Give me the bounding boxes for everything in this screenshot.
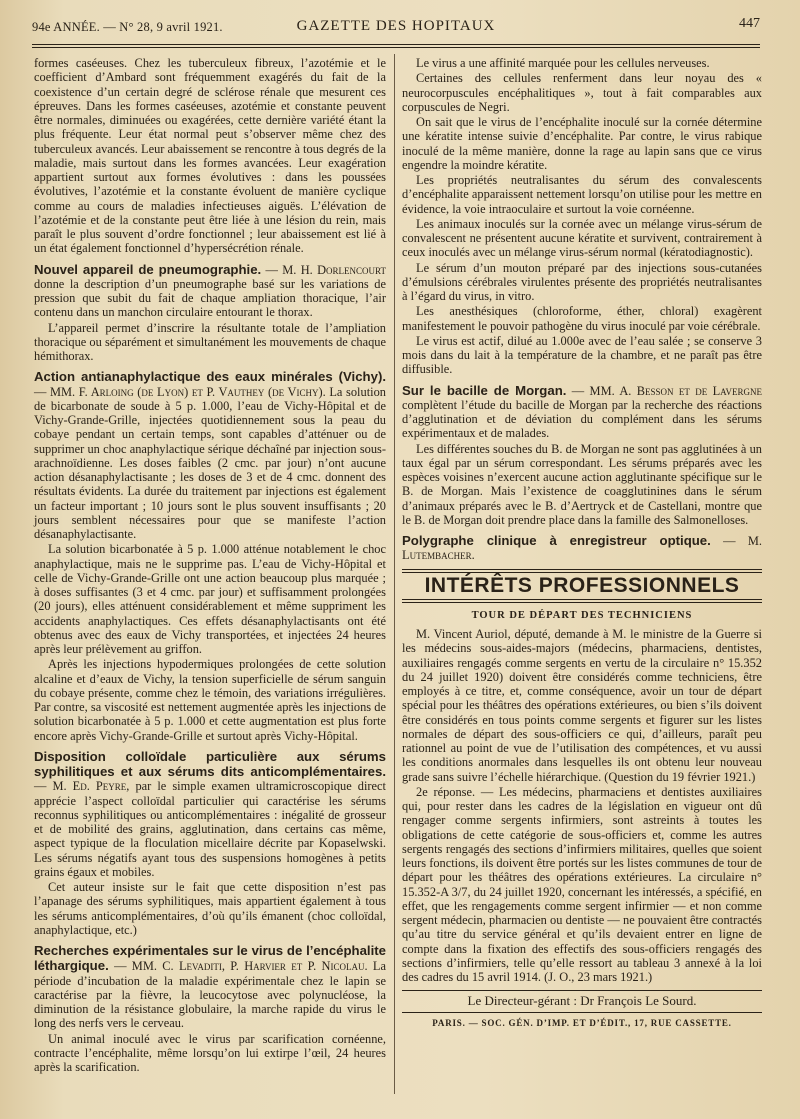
column-divider [394,54,395,1094]
left-column [34,56,386,1075]
section-author: MM. C. Levaditi, P. Harvier et P. Nicolau. [131,959,368,974]
section-rule [402,569,762,573]
paragraph: Les propriétés neutralisantes du sérum des convalescents d’encéphalite apparaissent nettement lorsqu’on utilise pour les mettre en évidence, la voie intraoculaire et surtout la voie cornéenne. [402,173,762,216]
section-title: Disposition colloïdale particulière aux sérums syphilitiques et aux sérums dits anticomplémentaires. [34,748,386,779]
section-title: Action antianaphylactique des eaux minérales (Vichy). [34,369,386,385]
section-text: La solution de bicarbonate de soude à 5 p. 1.000, l’eau de Vichy-Hôpital et de Vichy-Grande-Grille, injectées quotidiennement sous la peau du cobaye pendant un certain temps, sont capables d’atténuer ou de supprimer un choc anaphylactique sérique déchaîné par injection sous-arachnoïdienne. Les doses faibles (2 cmc. par jour) n’ont aucune action désanaphylactisante ; les doses de 3 et de 4 cmc. donnent des résultats évidents. La durée du traitement par injections est également un facteur important ; 10 jours sont le plus souvent insuffisants ; 20 jours semblent nécessaires pour que se manifeste l’action désanaphylactisante. [34,384,386,541]
section-author: M. Lutembacher. [402,534,762,563]
section-author: MM. F. Arloing (de Lyon) et P. Vauthey (de Vichy). [50,384,326,399]
professional-paragraph: M. Vincent Auriol, député, demande à M. le ministre de la Guerre si les médecins sous-aides-majors (médecins, pharmaciens, dentistes, auxiliaires rengagés comme sergents en vertu de la circulaire n° 15.352 du 24 juillet 1920) doivent être considérés comme techniciens, être employés à ce titre, et, comme conséquence, avoir un tour de départ spécial pour les théâtres des opérations extérieures, ou bien s’ils doivent être considérés en tous points comme sergents et figurer sur les listes normales de départ des sous-officiers ce qui, d’ailleurs, paraît peu rationnel au point de vue de l’utilisation des compétences, et vu aussi les conditions anormales dans lesquelles ils ont obtenu leur nouveau grade sans suivre l’échelle hiérarchique. (Question du 19 février 1921.) [402,627,762,784]
paragraph: Les différentes souches du B. de Morgan ne sont pas agglutinées à un taux égal par un sérum correspondant. Les sérums préparés avec les espèces voisines n’exercent aucune action agglutinante spécifique sur le B. de Morgan. Mais l’existence de coagglutinines dans le sérum d’animaux préparés avec le B. d’Aertryck et de Castellani, montre que le B. de Morgan doit prendre place dans la famille des Salmonelloses. [402,441,762,527]
article-section: Polygraphe clinique à enregistreur optique. — M. Lutembacher. [402,533,762,563]
imprint-line: PARIS. — SOC. GÉN. D’IMP. ET D’ÉDIT., 17, RUE CASSETTE. [432,1017,732,1028]
section-text: donne la description d’un pneumographe basé sur les variations de pression que subit du fait de chaque ampliation thoracique, l’air contenu dans un manchon circulaire entourant le thorax. [34,276,386,320]
paragraph: L’appareil permet d’inscrire la résultante totale de l’ampliation thoracique ou séparément et simultanément les mouvements de chaque hémithorax. [34,320,386,363]
article-section: Recherches expérimentales sur le virus de l’encéphalite léthargique. — MM. C. Levaditi, P. Harvier et P. Nicolau. La période d’incubation de la maladie expérimentale chez le lapin se caractérise par la fièvre, la leucocytose avec polynucléose, la diminution de la résistance globulaire, la marche rapide du virus le long des nerfs vers le cerveau. [34,943,386,1031]
paragraph: Cet auteur insiste sur le fait que cette disposition n’est pas l’apanage des sérums syphilitiques, mais appartient également à tous les sérums anticomplémentaires, d’où qu’ils émanent (choc colloïdal, anaphylactique, etc.) [34,880,386,937]
section-title: Polygraphe clinique à enregistreur optique. [402,533,711,548]
paragraph: formes caséeuses. Chez les tuberculeux fibreux, l’azotémie et le coefficient d’Ambard sont fréquemment exagérés du fait de la coexistence d’un certain degré de sclérose rénale que mesurent ces épreuves. Dans les formes caséeuses, azotémie et constante peuvent être normales, diminuées ou exagérées, cette dernière variété étant la plus fréquente. Leur état normal peut s’observer même chez des tuberculeux avancés. Leur abaissement se rencontre à tous degrés de la maladie, mais surtout dans les formes avancées. Leur exagération appartient surtout aux formes évolutives : dans les poussées évolutives, l’azotémie et la constante évoluent de manière cyclique comme au cours de maladies infectieuses aiguës. L’élévation de l’azotémie et de la constante peut être liée à une lésion du rein, mais paraît le plus souvent d’ordre fonctionnel ; leur abaissement est lié à un état également fonctionnel d’hypersécrétion rénale. [34,56,386,256]
section-author: M. Ed. Peyre, [52,779,130,794]
professional-paragraph: 2e réponse. — Les médecins, pharmaciens et dentistes auxiliaires qui, pour rester dans les cadres de la législation en vigueur ont dû rengager comme sergents infirmiers, sont astreints à toutes les obligations de cette catégorie de sous-officiers et, comme les autres sergents rengagés des sections d’infirmiers militaires, quelles que soient leurs fonctions, ils doivent être portés sur les listes communes de tour de départ pour les théâtres des opérations extérieures. La circulaire n° 15.352-A 3/7, du 24 juillet 1920, concernant les intéressés, a spécifié, en effet, que les rengagements comme sergent infirmier — et non comme sergent médecin, pharmacien ou dentiste — ne pouvaient être contractés qu’au titre du service général et qu’ils devaient entrer en ligne de compte dans la fixation des effectifs des sous-officiers rengagés des sections d’infirmiers, telle qu’elle ressort au tableau 3 annexé à la loi des cadres du 15 avril 1914. (J. O., 23 mars 1921.) [402,784,762,984]
section-title: Nouvel appareil de pneumographie. [34,261,262,277]
paragraph: La solution bicarbonatée à 5 p. 1.000 atténue notablement le choc anaphylactique, mais ne le supprime pas. L’eau de Vichy-Hôpital et celle de Vichy-Grande-Grille ont une action beaucoup plus marquée ; à doses suffisantes (3 et 4 cmc. par jour) et suffisamment prolongées (20 jours), elles atténuent considérablement et même suppriment les accidents anaphylactiques. Ces effets désanaphylactisants ont été obtenus avec des eaux de Vichy transportées, et injectées 24 heures après leur prélèvement au griffon. [34,542,386,656]
paragraph: Le sérum d’un mouton préparé par des injections sous-cutanées d’émulsions cérébrales virulentes présente des propriétés neutralisantes à l’égard du virus, in vitro. [402,260,762,303]
professional-subtitle: TOUR DE DÉPART DES TECHNICIENS [471,609,693,621]
article-section: Action antianaphylactique des eaux minérales (Vichy). — MM. F. Arloing (de Lyon) et P. Vauthey (de Vichy). La solution de bicarbonate de soude à 5 p. 1.000, l’eau de Vichy-Hôpital et de Vichy-Grande-Grille, injectées quotidiennement sous la peau du cobaye pendant un certain temps, sont capables d’atténuer ou de supprimer un choc anaphylactique sérique déchaîné par injection sous-arachnoïdienne. Les doses faibles (2 cmc. par jour) n’ont aucune action désanaphylactisante ; les doses de 3 et de 4 cmc. donnent des résultats évidents. La durée du traitement par injections est également un facteur important ; 10 jours sont le plus souvent insuffisants ; 20 jours semblent nécessaires pour que se manifeste l’action désanaphylactisante. [34,369,386,541]
issue-line: 94e ANNÉE. — N° 28, 9 avril 1921. [32,20,223,34]
section-title: Sur le bacille de Morgan. [402,382,567,398]
article-section: Nouvel appareil de pneumographie. — M. H. Dorlencourt donne la description d’un pneumographe basé sur les variations de pression que subit du fait de chaque ampliation thoracique, l’air contenu dans un manchon circulaire entourant le thorax. [34,261,386,320]
section-text: complètent l’étude du bacille de Morgan par la recherche des réactions d’agglutination et de déviation du complément dans les sérums expérimentaux et de malades. [402,397,762,441]
paragraph: Les anesthésiques (chloroforme, éther, chloral) exagèrent manifestement le pouvoir pathogène du virus inoculé par voie cérébrale. [402,304,762,333]
section-text: La période d’incubation de la maladie expérimentale chez le lapin se caractérise par la fièvre, la leucocytose avec polynucléose, la diminution de la résistance globulaire, la marche rapide du virus le long des nerfs vers le cerveau. [34,959,386,1031]
right-column-articles [402,56,762,563]
section-rule-bottom [402,599,762,603]
header-rule [32,44,760,48]
section-text: par le simple examen ultramicroscopique direct apprécie l’aspect colloïdal particulier qui caractérise les sérums reconnus syphilitiques ou anticomplémentaires : inégalité de grosseur et de mobilité des grains, agglutination, dans certains cas même, aspect typique de la floculation micellaire décrite par Kopaselwski. Les sérums négatifs ayant tous des suspensions homogènes à petits grains égaux et mobiles. [34,779,386,879]
paragraph: Le virus a une affinité marquée pour les cellules nerveuses. [416,56,710,70]
director-line: Le Directeur-gérant : Dr François Le Sourd. [402,990,762,1012]
paragraph: Certaines des cellules renferment dans leur noyau des « neurocorpuscules encéphalitiques », tout à fait comparables aux corpuscules de Negri. [402,71,762,114]
journal-title: GAZETTE DES HOPITAUX [296,18,496,34]
paragraph: Le virus est actif, dilué au 1.000e avec de l’eau salée ; se conserve 3 mois dans du lait à la température de la chambre, et ne paraît pas être diffusible. [402,333,762,377]
paragraph: Un animal inoculé avec le virus par scarification cornéenne, contracte l’encéphalite, même lorsqu’on lui extirpe l’œil, 24 heures après la scarification. [34,1031,386,1074]
section-author: MM. A. Besson et de Lavergne [589,383,763,398]
section-author: M. H. Dorlencourt [282,262,386,277]
running-head [32,18,760,40]
page-number: 447 [739,16,760,31]
paragraph: Les animaux inoculés sur la cornée avec un mélange virus-sérum de convalescent ne présentent aucune kératite et survivent, contrairement à ceux inoculés avec un mélange virus-sérum normal (kératodiagnostic). [402,216,762,260]
paragraph: On sait que le virus de l’encéphalite inoculé sur la cornée détermine une kératite intense suivie d’encéphalite. Par contre, le virus rabique inoculé de la même manière, donne la rage au lapin sans que ce virus engendre la moindre kératite. [402,115,762,172]
professional-section-title: INTÉRÊTS PROFESSIONNELS [424,573,740,597]
article-section: Sur le bacille de Morgan. — MM. A. Besson et de Lavergne complètent l’étude du bacille de Morgan par la recherche des réactions d’agglutination et de déviation du complément dans les sérums expérimentaux et de malades. [402,382,763,441]
right-column [402,56,762,1030]
paragraph: Après les injections hypodermiques prolongées de cette solution alcaline et d’eaux de Vichy, la tension superficielle de sérum sanguin du cobaye présente, comme chez le témoin, des variations irrégulières. Par contre, sa viscosité est nettement augmentée après les injections de solution bicarbonatée à 5 p. 1.000 et cette augmentation est plus forte encore après Vichy-Grande-Grille et surtout après Vichy-Hôpital. [34,657,386,743]
article-section: Disposition colloïdale particulière aux sérums syphilitiques et aux sérums dits anticomplémentaires. — M. Ed. Peyre, par le simple examen ultramicroscopique direct apprécie l’aspect colloïdal particulier qui caractérise les sérums reconnus syphilitiques ou anticomplémentaires : inégalité de grosseur et de mobilité des grains, agglutination, dans certains cas même, aspect typique de la floculation micellaire décrite par Kopaselwski. Les sérums négatifs ayant tous des suspensions homogènes à petits grains égaux et mobiles. [34,748,386,879]
section-title: Recherches expérimentales sur le virus de l’encéphalite léthargique. [34,943,386,974]
